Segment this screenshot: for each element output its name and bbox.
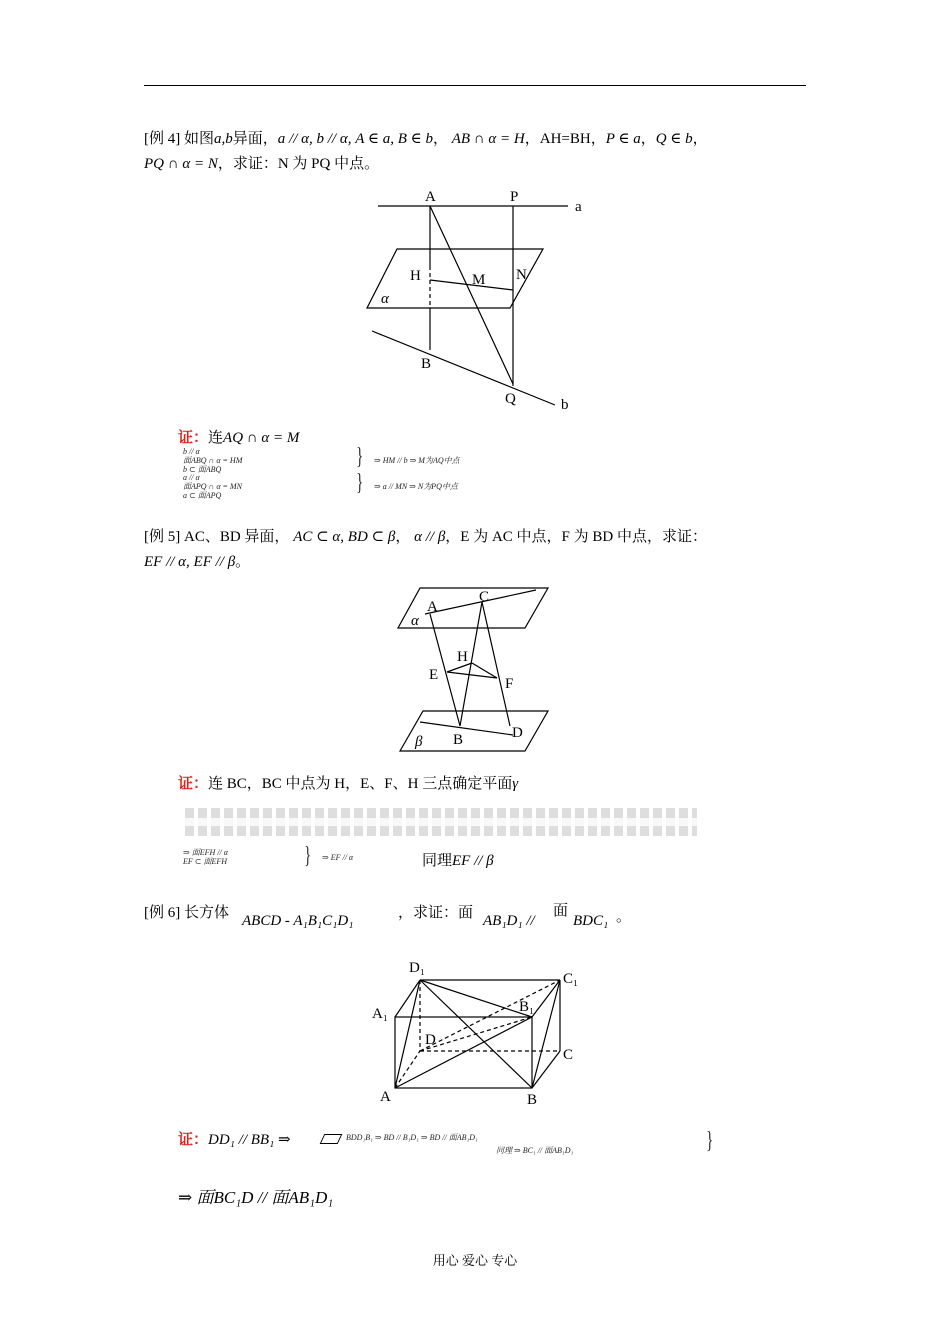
ex4-small1-result: ⇒ HM // b ⇒ M为AQ中点 bbox=[374, 456, 460, 465]
small1-line2: 面ABQ ∩ α = HM bbox=[183, 456, 243, 465]
ex5-math1: AC ⊂ α, BD ⊂ β bbox=[293, 529, 396, 545]
fig2-label-D: D bbox=[512, 725, 523, 741]
ex4-head: [例 4] bbox=[144, 131, 181, 147]
ex5-small-line1: ⇒ 面EFH // α bbox=[183, 848, 228, 857]
fig2-label-B: B bbox=[453, 732, 464, 748]
ex6-proof-small: BDD₁B₁ ⇒ BD // B₁D₁ ⇒ BD // 面AB₁D₁ bbox=[346, 1133, 478, 1142]
ex6-end: 。 bbox=[616, 909, 632, 925]
ex6-math3: BDC₁ bbox=[573, 913, 609, 929]
fig2-label-C: C bbox=[479, 589, 490, 605]
ex5-text-a: AC、BD 异面， bbox=[184, 529, 290, 545]
brace-1: } bbox=[356, 444, 364, 470]
fig3-label-B: B bbox=[527, 1092, 538, 1108]
ex6-text-b: ，求证：面 bbox=[398, 905, 474, 921]
fig2-label-A: A bbox=[427, 599, 438, 615]
proof-label: 证： bbox=[178, 430, 209, 446]
fig3-label-B1: B₁ bbox=[519, 999, 535, 1015]
ex6-final bbox=[178, 1183, 333, 1208]
fig3-label-D1: D₁ bbox=[409, 960, 426, 976]
ex4-math6: PQ ∩ α = N bbox=[144, 156, 218, 172]
ex4-text-b: 异面， bbox=[232, 131, 278, 147]
ex4-math4: P ∈ a bbox=[605, 131, 641, 147]
ex4-small2-result: ⇒ a // MN ⇒ N为PQ中点 bbox=[374, 482, 458, 491]
fig1-label-a: a bbox=[575, 199, 582, 215]
ex4-math1: a,b bbox=[214, 131, 233, 147]
fig3-label-D: D bbox=[425, 1032, 436, 1048]
ex5-proof-math: γ bbox=[512, 776, 519, 792]
ex5-proof-text: 连 BC，BC 中点为 H，E、F、H 三点确定平面 bbox=[208, 776, 513, 792]
small1-line3: b ⊂ 面ABQ bbox=[183, 465, 222, 474]
small2-line2: 面APQ ∩ α = MN bbox=[183, 482, 242, 491]
ex4-sep3: ， bbox=[692, 131, 708, 147]
fig1-label-M: M bbox=[472, 272, 486, 288]
page-footer: 用心 爱心 专心 bbox=[432, 1253, 518, 1268]
fig3-label-C1: C₁ bbox=[563, 971, 579, 987]
ex6-proof-small2: 同理 ⇒ BC₁ // 面AB₁D₁ bbox=[496, 1146, 574, 1155]
fig2-label-H: H bbox=[457, 649, 468, 665]
fig1-label-P: P bbox=[510, 189, 519, 205]
ex5-math3: EF // α, EF // β bbox=[144, 554, 236, 570]
ex4-text-a: 如图 bbox=[184, 131, 215, 147]
fig2-label-E: E bbox=[429, 667, 439, 683]
ex6-proof-math: DD₁ // BB₁ ⇒ bbox=[208, 1132, 291, 1148]
ex4-math3: AB ∩ α = H bbox=[451, 131, 525, 147]
small2-line1: a // α bbox=[183, 473, 200, 482]
ex5-sep1: ， bbox=[395, 529, 411, 545]
ex6-text-a: 长方体 bbox=[184, 905, 230, 921]
ex4-math2: a // α, b // α, A ∈ a, B ∈ b bbox=[277, 131, 433, 147]
ex5-small-line2: EF ⊂ 面EFH bbox=[183, 857, 228, 866]
ex4-sep2: ， bbox=[640, 131, 656, 147]
ex6-math1: ABCD - A₁B₁C₁D₁ bbox=[242, 913, 354, 929]
ex6-final-arrow: ⇒ bbox=[178, 1188, 193, 1207]
ex4-proof-text: 连 bbox=[208, 430, 224, 446]
ex4-text-c: ，AH=BH， bbox=[524, 131, 606, 147]
fig1-label-Q: Q bbox=[505, 391, 516, 407]
fig3-label-C: C bbox=[563, 1047, 574, 1063]
brace-4: } bbox=[706, 1128, 714, 1154]
ex5-text-b: ，E 为 AC 中点，F 为 BD 中点，求证： bbox=[445, 529, 707, 545]
small2-line3: a ⊂ 面APQ bbox=[183, 491, 222, 500]
ex4-sep1: ， bbox=[432, 131, 448, 147]
ex5-head: [例 5] bbox=[144, 529, 181, 545]
ex5-math2: α // β bbox=[414, 529, 446, 545]
fig2-label-beta: β bbox=[415, 734, 423, 750]
ex4-text-d: ，求证：N 为 PQ 中点。 bbox=[217, 156, 380, 172]
ex6-head: [例 6] bbox=[144, 905, 181, 921]
ex6-text-c: 面 bbox=[553, 903, 569, 919]
ex6-math2: AB₁D₁ // bbox=[483, 913, 535, 929]
fig1-label-A: A bbox=[425, 189, 436, 205]
fig2-label-alpha: α bbox=[411, 613, 419, 629]
fig3-label-A: A bbox=[380, 1089, 391, 1105]
fig1-label-b: b bbox=[561, 397, 569, 413]
ex5-same-text: 同理 bbox=[422, 853, 453, 869]
proof-label-2: 证： bbox=[178, 776, 209, 792]
brace-2: } bbox=[356, 470, 364, 496]
ex5-small-result: ⇒ EF // α bbox=[322, 853, 354, 862]
fig1-label-N: N bbox=[516, 267, 527, 283]
ex6-proof bbox=[178, 1128, 291, 1149]
brace-3: } bbox=[304, 843, 312, 869]
fig1-label-alpha: α bbox=[381, 291, 389, 307]
ex4-math5: Q ∈ b bbox=[655, 131, 693, 147]
ex4-proof-math: AQ ∩ α = M bbox=[223, 430, 300, 446]
proof-label-3: 证： bbox=[178, 1132, 209, 1148]
ex6-final-math: 面BC₁D // 面AB₁D₁ bbox=[196, 1188, 334, 1207]
ex5-same-math: EF // β bbox=[452, 853, 494, 869]
small1-line1: b // α bbox=[183, 447, 200, 456]
fig1-label-B: B bbox=[421, 356, 432, 372]
ex5-end: 。 bbox=[235, 554, 251, 570]
fig1-label-H: H bbox=[410, 268, 421, 284]
fig2-label-F: F bbox=[505, 676, 514, 692]
fig3-label-A1: A₁ bbox=[372, 1006, 389, 1022]
